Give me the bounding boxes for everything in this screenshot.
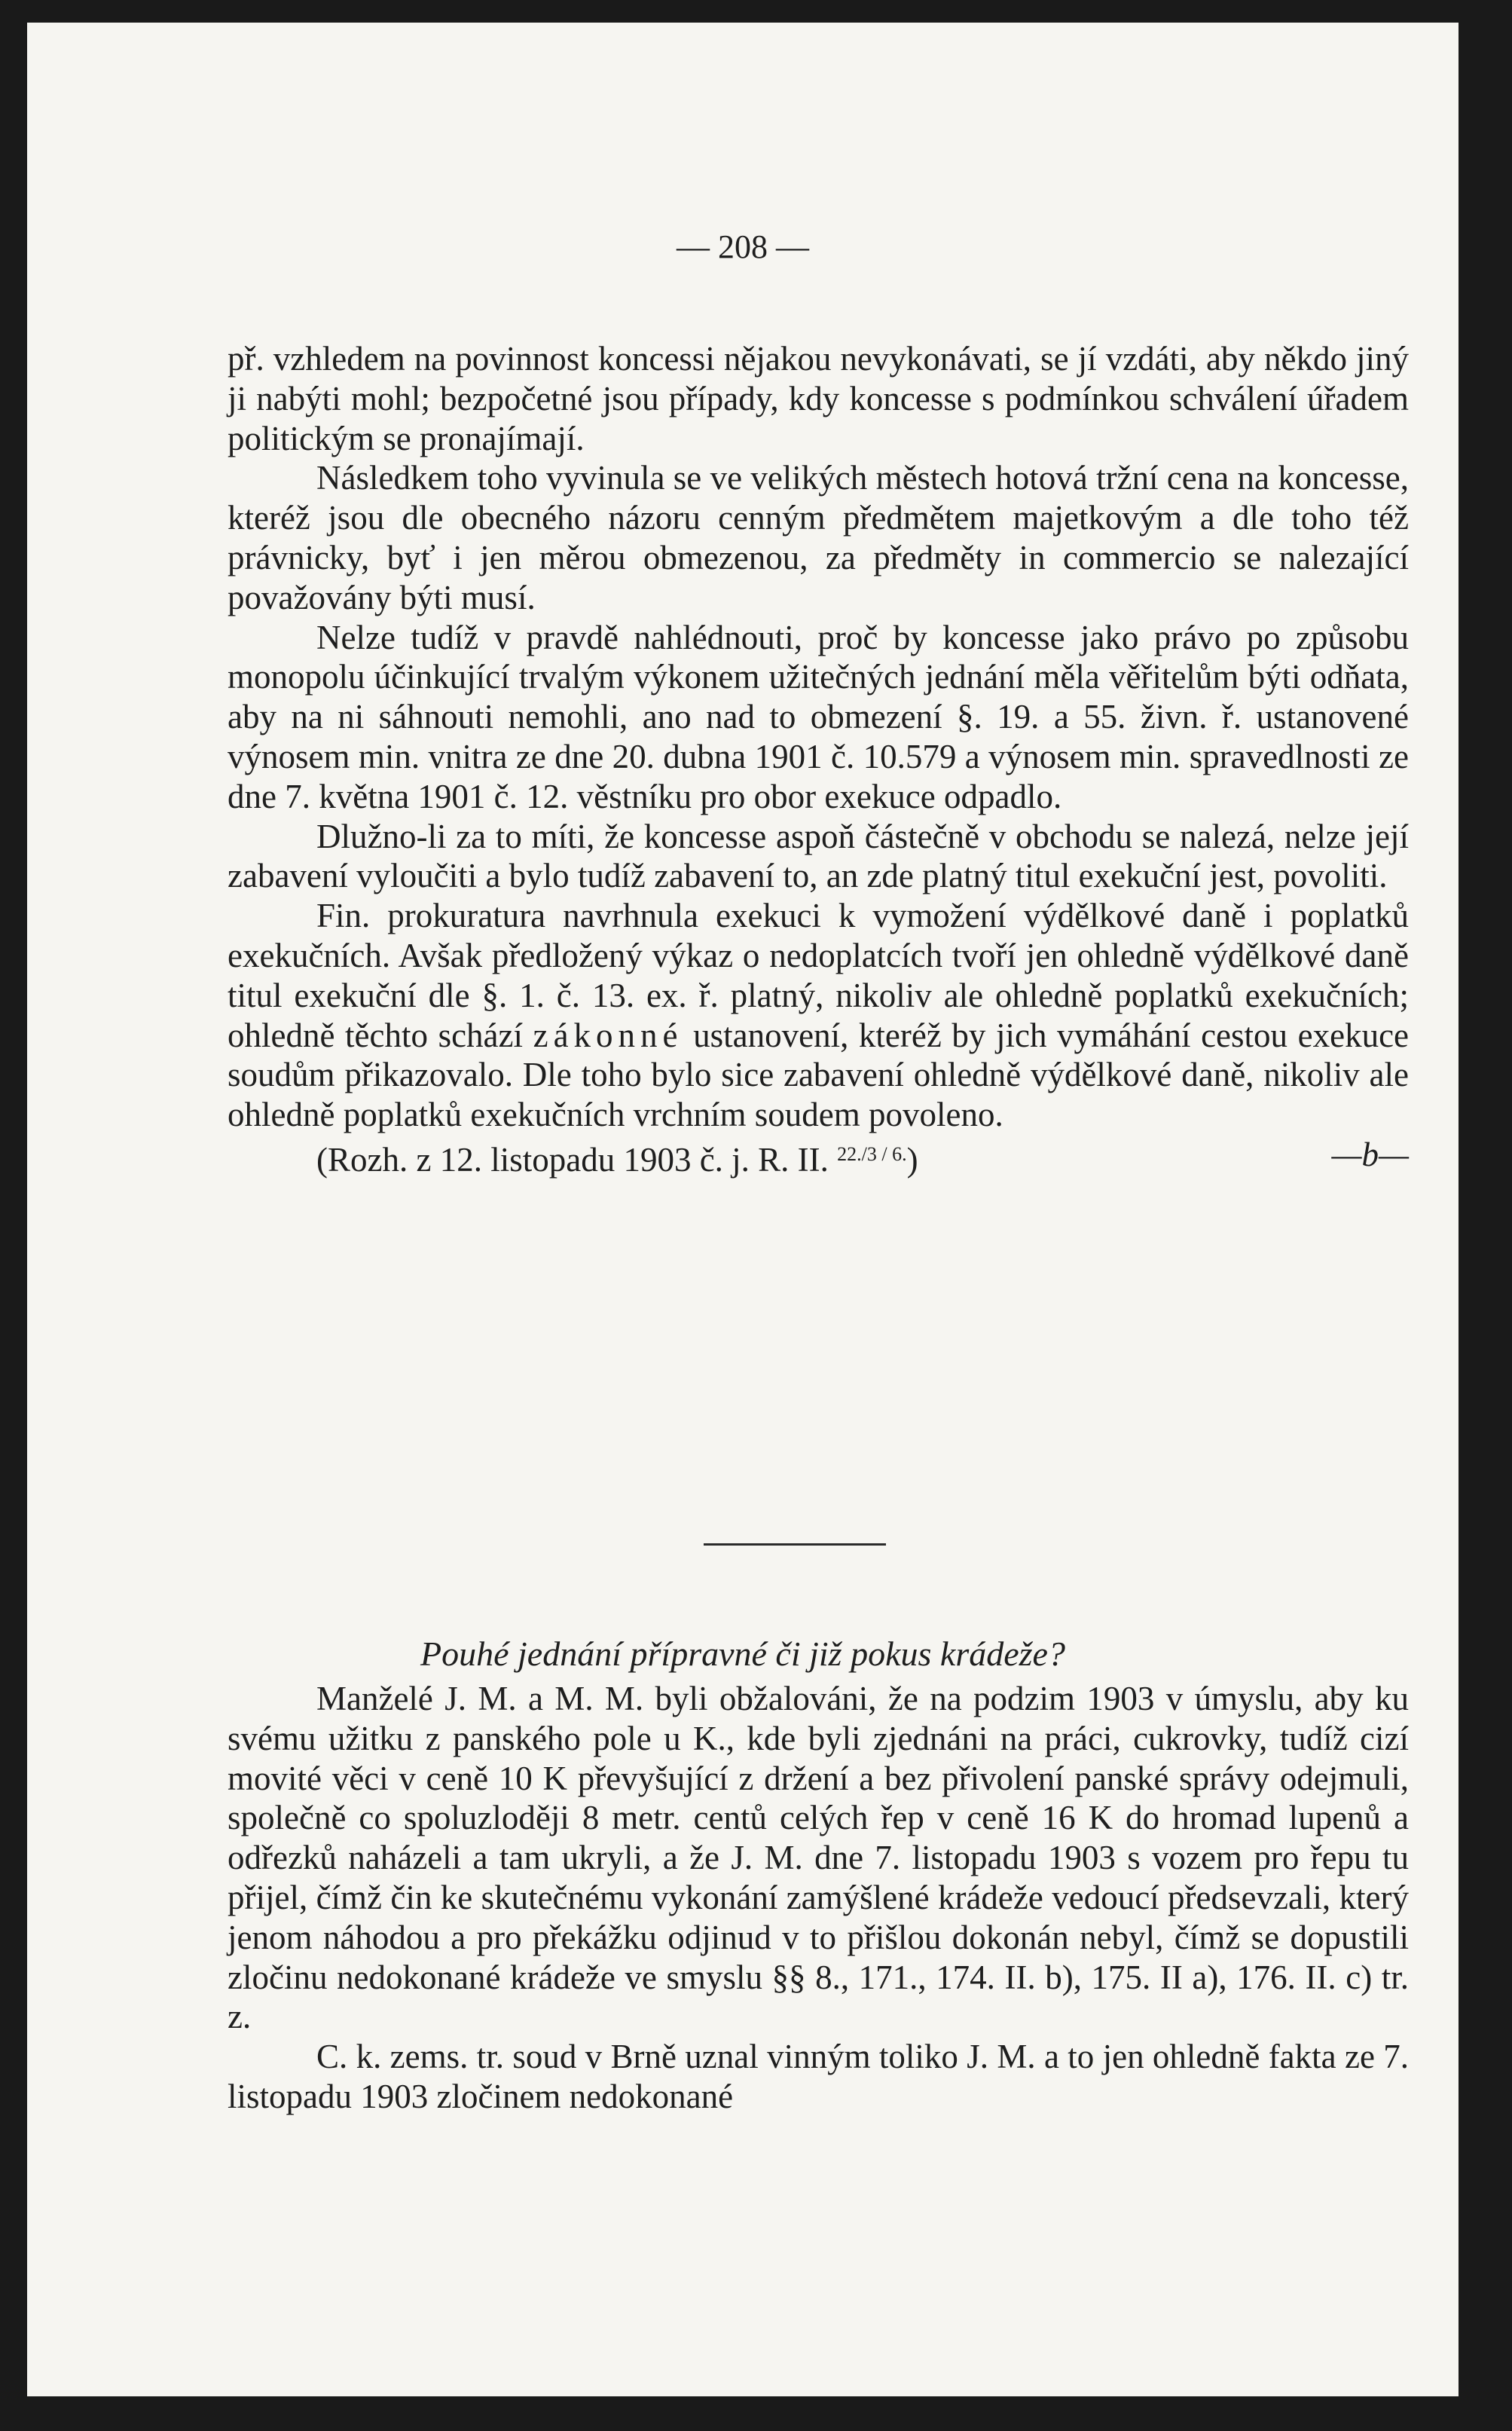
book-page: [27, 23, 1459, 2396]
citation-fraction: 22./3 / 6.: [837, 1142, 907, 1165]
citation-close: ): [906, 1140, 918, 1179]
page-number: — 208 —: [677, 228, 809, 265]
spaced-word: zákonné: [533, 1016, 683, 1054]
paragraph-3: Nelze tudíž v pravdě nahlédnouti, proč by koncesse jako právo po způsobu monopolu účinkující trvalým výkonem užitečných jednání měla věřitelům býti odňata, aby na ni sáhnouti nemohli, ano nad to obmezení §. 19. a 55. živn. ř. ustanovené výnosem min. vnitra ze dne 20. dubna 1901 č. 10.579 a výnosem min. spravedlnosti ze dne 7. května 1901 č. 12. věstníku pro obor exekuce odpadlo.: [228, 618, 1409, 815]
paragraph-6: Manželé J. M. a M. M. byli obžalováni, že na podzim 1903 v úmyslu, aby ku svému užitku z panského pole u K., kde byli zjednáni na práci, cukrovky, tudíž cizí movité věci v ceně 10 K převyšující z držení a bez přivolení panské správy odejmuli, společně co spoluzloději 8 metr. centů celých řep v ceně 16 K do hromad lupenů a odřezků naházeli a tam ukryli, a že J. M. dne 7. listopadu 1903 s vozem pro řepu tu přijel, čímž čin ke skutečnému vykonání zamýšlené krádeže vedoucí předsevzali, který jenom náhodou a pro překážku odjinud v to přišlou dokonán nebyl, čímž se dopustili zločinu nedokonané krádeže ve smyslu §§ 8., 171., 174. II. b), 175. II a), 176. II. c) tr. z.: [228, 1680, 1409, 2036]
paragraph-4: Dlužno-li za to míti, že koncesse aspoň částečně v obchodu se nalezá, nelze její zabavení vyloučiti a bylo tudíž zabavení to, an zde platný titul exekuční jest, povoliti.: [228, 817, 1409, 895]
paragraph-5: [228, 896, 1409, 1135]
section-1: [228, 339, 1409, 1180]
section-2: [228, 1679, 1409, 2117]
paragraph-2: Následkem toho vyvinula se ve velikých městech hotová tržní cena na koncesse, kteréž jsou dle obecného názoru cenným předmětem majetkovým a dle toho též právnicky, byť i jen měrou obmezenou, za předměty in commercio se nalezající považovány býti musí.: [228, 459, 1409, 616]
paragraph-5-a: Fin. prokuratura navrhnula exekuci k vymožení výdělkové daně i poplatků exekučních. Avšak předložený výkaz o nedoplatcích tvoří jen ohledně výdělkové daně titul exekuční dle §. 1. č. 13. ex. ř. platný, nikoliv ale ohledně poplatků exekučních; ohledně těchto schází: [228, 897, 1409, 1054]
citation: [316, 1135, 918, 1180]
separator-rule: [704, 1543, 886, 1546]
signature: —b—: [1331, 1135, 1409, 1173]
paragraph-7: C. k. zems. tr. soud v Brně uznal vinným toliko J. M. a to jen ohledně fakta ze 7. listopadu 1903 zločinem nedokonané: [228, 2038, 1409, 2115]
paragraph-1: př. vzhledem na povinnost koncessi nějakou nevykonávati, se jí vzdáti, aby někdo jiný ji nabýti mohl; bezpočetné jsou případy, kdy koncesse s podmínkou schválení úřadem politickým se pronajímají.: [228, 340, 1409, 457]
section-heading: Pouhé jednání přípravné či již pokus krádeže?: [420, 1634, 1065, 1673]
paragraph-5-b: ustanovení, kteréž by jich vymáhání cestou exekuce soudům přikazovalo. Dle toho bylo sice zabavení ohledně výdělkové daně, nikoliv ale ohledně poplatků exekučních vrchním soudem povoleno.: [228, 1016, 1410, 1134]
citation-line: [228, 1135, 1409, 1180]
citation-text: (Rozh. z 12. listopadu 1903 č. j. R. II.: [316, 1140, 829, 1179]
